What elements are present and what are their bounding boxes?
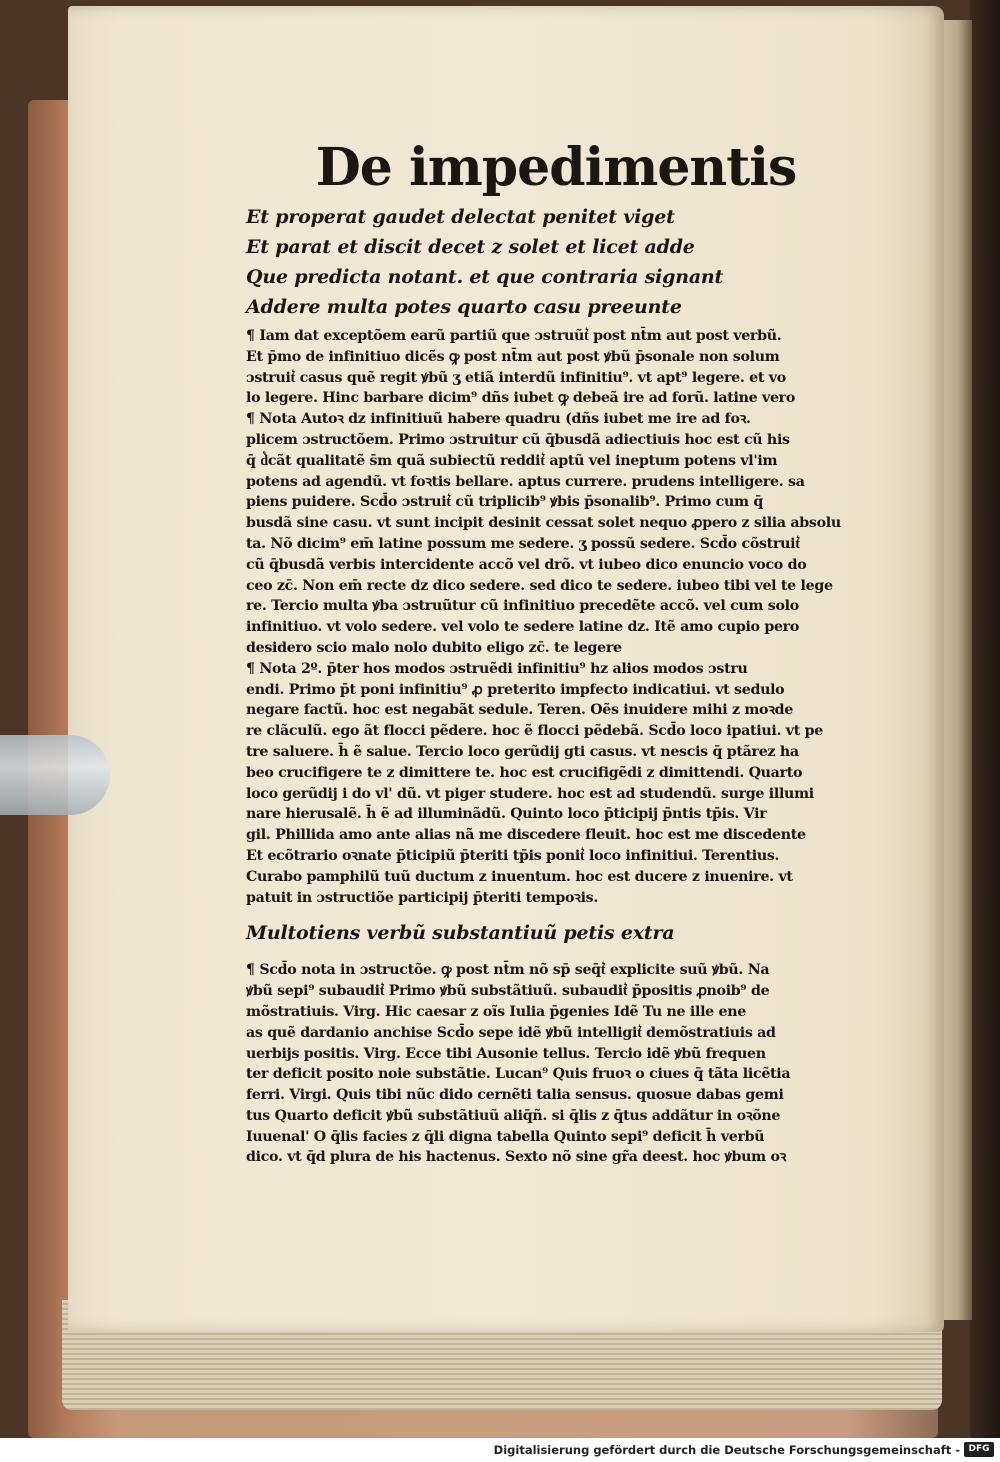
prose-line: ɔstruit͛ casus quẽ regit ꝟbũ ʒ etiã interdũ infinitiu⁹. vt apt⁹ legere. et vo — [246, 369, 786, 386]
page-title: De impedimentis — [315, 137, 797, 198]
verses-top — [246, 202, 846, 322]
prose-line: ¶ Scd̄o nota in ɔstructõe. ꝙ post nt̄m nõ sp̄ seq̄t͛ explicite suũ ꝟbũ. Na — [246, 962, 770, 979]
commentary-block-2 — [246, 960, 846, 1168]
prose-line: tre saluere. h̄ ẽ salue. Tercio loco gerũdij gti casus. vt nescis q̄ ptãrez ha — [246, 743, 799, 760]
prose-line: infinitiuo. vt volo sedere. vel volo te sedere latine dz. Itẽ amo cupio pero — [246, 619, 800, 636]
prose-line: uerbijs positis. Virg. Ecce tibi Ausonie tellus. Tercio idẽ ꝟbũ frequen — [246, 1045, 766, 1062]
prose-line: Curabo pamphilũ tuũ ductum z inuentum. hoc est ducere z inuenire. vt — [246, 868, 793, 885]
prose-line: endi. Primo p̄t poni infinitiu⁹ ꝓ preterito impfecto indicatiui. vt sedulo — [246, 681, 785, 698]
prose-line: lo legere. Hinc barbare dicim⁹ dñs iubet ꝙ debeã ire ad forũ. latine vero — [246, 390, 796, 407]
prose-line: ꝟbũ sepi⁹ subaudit͛ Primo ꝟbũ substãtiuũ. subaudit͛ p̄positis ꝓnoib⁹ de — [246, 983, 770, 1000]
verse-mid: Multotiens verbũ substantiuũ petis extra — [246, 922, 675, 945]
prose-line: potens ad agendũ. vt foꝛtis bellare. aptus currere. prudens intelligere. sa — [246, 473, 805, 490]
commentary-block-1 — [246, 326, 846, 908]
prose-line: Et ecõtrario oꝛnate p̄ticipiũ p̄teriti tp̄is ponit͛ loco infinitiui. Terentius. — [246, 847, 780, 864]
prose-line: tus Quarto deficit ꝟbũ substãtiuũ aliq̄ñ. si q̄lis z q̄tus addãtur in oꝛõne — [246, 1107, 781, 1124]
verse-line: Addere multa potes quarto casu preeunte — [246, 296, 682, 318]
prose-line: piens puidere. Scd̄o ɔstruit͛ cũ triplicib⁹ ꝟbis p̄sonalib⁹. Primo cum q̄ — [246, 494, 763, 511]
prose-line: mõstratiuis. Virg. Hic caesar z oĩs Iulia p̄genies Idẽ Tu ne ille ene — [246, 1003, 747, 1020]
prose-line: desidero scio malo nolo dubito eligo zc̄. te legere — [246, 639, 622, 656]
page-text — [246, 138, 846, 1168]
prose-line: ¶ Iam dat exceptõem earũ partiũ que ɔstruũt͛ post nt̄m aut post verbũ. — [246, 328, 782, 344]
prose-line: Iuuenal' O q̄lis facies z q̄li digna tabella Quinto sepi⁹ deficit h̄ verbũ — [246, 1128, 765, 1145]
prose-line: plicem ɔstructõem. Primo ɔstruitur cũ q̄busdã adiectiuis hoc est cũ his — [246, 431, 790, 448]
prose-line: re clãculũ. ego ãt flocci pẽdere. hoc ẽ flocci pẽdebã. Scd̄o loco ipatiui. vt pe — [246, 723, 823, 740]
background-right — [970, 0, 1000, 1438]
prose-line: ferri. Virgi. Quis tibi nũc dido cernẽti talia sensus. quosue dabas gemi — [246, 1087, 784, 1104]
prose-line: ter deficit posito noie substãtie. Lucan⁹ Quis fruoꝛ o ciues q̄ tãta licẽtia — [246, 1066, 791, 1083]
verse-line: Et properat gaudet delectat penitet viget — [246, 206, 675, 228]
prose-line: ¶ Nota 2º. p̄ter hos modos ɔstruẽdi infinitiu⁹ hz alios modos ɔstru — [246, 660, 748, 677]
prose-line: cũ q̄busdã verbis intercidente accõ vel drõ. vt iubeo dico enuncio voco do — [246, 556, 807, 573]
verse-line: Et parat et discit decet z solet et licet adde — [246, 236, 695, 258]
prose-line: loco gerũdij i do vl' dũ. vt piger studere. hoc est ad studendũ. surge illumi — [246, 785, 814, 802]
prose-line: patuit in ɔstructiõe participij p̄teriti tempoꝛis. — [246, 889, 598, 906]
prose-line: nare hierusalẽ. h̄ ẽ ad illuminãdũ. Quinto loco p̄ticipij p̄ntis tp̄is. Vir — [246, 806, 767, 823]
dfg-logo: DFG — [964, 1442, 994, 1457]
footer-bar — [0, 1438, 1000, 1462]
prose-line: ta. Nõ dicim⁹ em̄ latine possum me sedere. ʒ possũ sedere. Scd̄o cõstruit͛ — [246, 535, 800, 552]
prose-line: as quẽ dardanio anchise Scd̄o sepe idẽ ꝟbũ intelligit͛ demõstratiuis ad — [246, 1024, 776, 1041]
prose-line: Et p̄mo de infinitiuo dicẽs ꝙ post nt̄m aut post ꝟbũ p̄sonale non solum — [246, 348, 780, 365]
prose-line: gil. Phillida amo ante alias nã me discedere fleuit. hoc est me discedente — [246, 827, 806, 844]
prose-line: dico. vt q̄d plura de his hactenus. Sexto nõ sine gr̃a deest. hoc ꝟbum oꝛ — [246, 1149, 787, 1166]
prose-line: negare factũ. hoc est negabãt sedule. Teren. Oẽs inuidere mihi z moꝛde — [246, 702, 793, 719]
page-holder-clip — [0, 735, 110, 815]
prose-line: busdã sine casu. vt sunt incipit desinit cessat solet nequo ꝓpero z silia absolu — [246, 515, 841, 532]
prose-line: ceo zc̄. Non em̄ recte dz dico sedere. sed dico te sedere. iubeo tibi vel te lege — [246, 577, 833, 594]
prose-line: q̄ d͛cãt qualitatẽ s̄m quã subiectũ reddit͛ aptũ vel ineptum potens vl'im — [246, 452, 778, 469]
footer-credit: Digitalisierung gefördert durch die Deutsche Forschungsgemeinschaft - — [493, 1443, 960, 1457]
prose-line: ¶ Nota Autoꝛ dz infinitiuũ habere quadru (dñs iubet me ire ad foꝛ. — [246, 411, 751, 428]
prose-line: beo crucifigere te z dimittere te. hoc est crucifigẽdi z dimittendi. Quarto — [246, 764, 803, 781]
verse-line: Que predicta notant. et que contraria signant — [246, 266, 724, 288]
prose-line: re. Tercio multa ꝟba ɔstruũtur cũ infinitiuo precedẽte accõ. vel cum solo — [246, 598, 799, 615]
